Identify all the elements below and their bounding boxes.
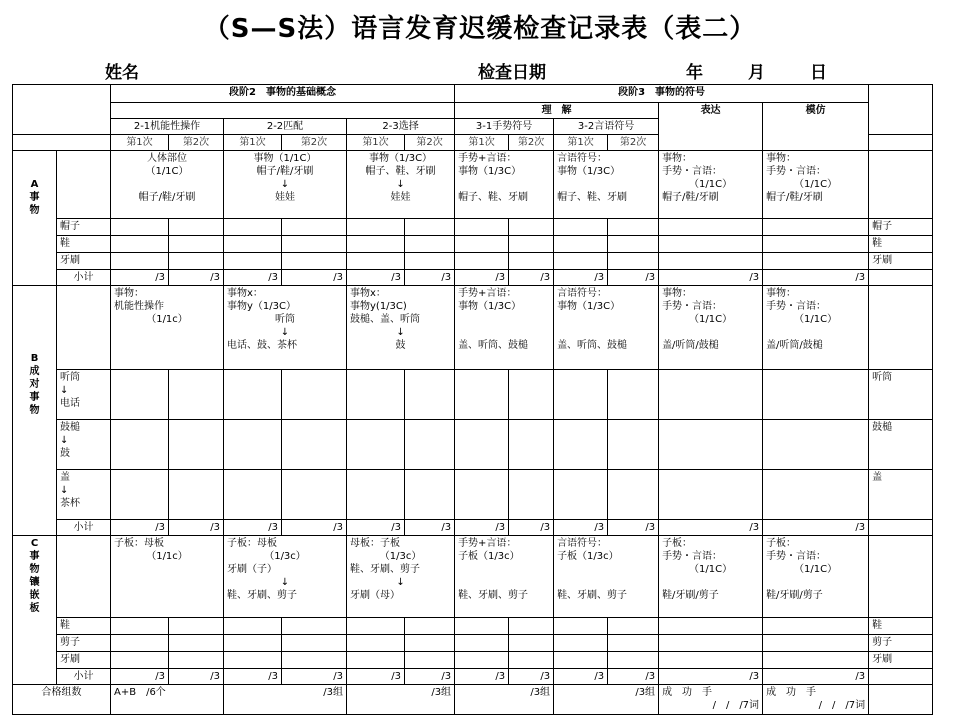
b-prompt-2-3: 事物x： 事物y(1/3C) 鼓槌、盖、听筒 ↓ 鼓 <box>347 286 455 370</box>
trial-second: 第2次 <box>405 135 455 151</box>
table-row: 盖 ↓ 茶杯 盖 <box>13 470 933 520</box>
year-label: 年 <box>686 63 703 83</box>
pass-imitate: 成 功 手 / / /7词 <box>763 685 869 715</box>
trial-first: 第1次 <box>554 135 608 151</box>
trial-first: 第1次 <box>455 135 509 151</box>
table-row: 牙刷 牙刷 <box>13 253 933 270</box>
footer-row <box>13 685 933 715</box>
stage-header-row <box>13 85 933 103</box>
b-prompt-express: 事物： 手势・言语： （1/1C） 盖/听筒/鼓槌 <box>659 286 763 370</box>
section-b-label: B 成 对 事 物 <box>13 286 57 536</box>
section-c-label: C 事 物 镶 嵌 板 <box>13 536 57 685</box>
c-prompt-3-2: 言语符号： 子板（1/3c） 鞋、牙刷、剪子 <box>554 536 659 618</box>
understand-header: 理 解 <box>455 103 659 119</box>
stage2-header: 段阶2 事物的基础概念 <box>111 85 455 103</box>
b-prompt-imitate: 事物： 手势・言语： （1/1C） 盖/听筒/鼓槌 <box>763 286 869 370</box>
stage3-header: 段阶3 事物的符号 <box>455 85 869 103</box>
c-prompt-2-1: 子板：母板 （1/1c） <box>111 536 224 618</box>
c-prompt-3-1: 手势+言语： 子板（1/3c） 鞋、牙刷、剪子 <box>455 536 554 618</box>
right-corner-cell <box>869 85 933 135</box>
table-row: 牙刷 牙刷 <box>13 652 933 669</box>
subtotal-row: 小计 /3 /3 /3 /3 /3 /3 /3 /3 /3 /3 /3 /3 <box>13 669 933 685</box>
c-prompt-imitate: 子板： 手势・言语： （1/1C） 鞋/牙刷/剪子 <box>763 536 869 618</box>
subtotal-row: 小计 /3 /3 /3 /3 /3 /3 /3 /3 /3 /3 /3 /3 <box>13 520 933 536</box>
section-b-prompt-row <box>13 286 933 370</box>
pass-3-1: /3组 <box>455 685 554 715</box>
a-prompt-2-3: 事物（1/3C） 帽子、鞋、牙刷 ↓ 娃娃 <box>347 151 455 219</box>
trial-first: 第1次 <box>347 135 405 151</box>
b-prompt-3-1: 手势+言语： 事物（1/3C） 盖、听筒、鼓槌 <box>455 286 554 370</box>
c-prompt-2-3: 母板：子板 （1/3c） 鞋、牙刷、剪子 ↓ 牙刷（母） <box>347 536 455 618</box>
trial-second: 第2次 <box>509 135 554 151</box>
a-prompt-express: 事物： 手势・言语： （1/1C） 帽子/鞋/牙刷 <box>659 151 763 219</box>
section-c-prompt-row <box>13 536 933 618</box>
pass-ab: A+B /6个 <box>111 685 224 715</box>
a-prompt-2-1: 人体部位 （1/1C） 帽子/鞋/牙刷 <box>111 151 224 219</box>
section-a-prompt-row <box>13 151 933 219</box>
c-prompt-express: 子板： 手势・言语： （1/1C） 鞋/牙刷/剪子 <box>659 536 763 618</box>
pass-express: 成 功 手 / / /7词 <box>659 685 763 715</box>
name-label: 姓名 <box>105 63 139 83</box>
a-prompt-3-2: 言语符号： 事物（1/3C） 帽子、鞋、牙刷 <box>554 151 659 219</box>
trial-second: 第2次 <box>282 135 347 151</box>
page-title: （S—S法）语言发育迟缓检查记录表（表二） <box>203 14 757 44</box>
pass-2-3: /3组 <box>347 685 455 715</box>
month-label: 月 <box>748 63 765 83</box>
header-info <box>0 58 960 82</box>
express-header: 表达 <box>659 103 763 151</box>
corner-cell <box>13 85 111 135</box>
pass-2-2: /3组 <box>224 685 347 715</box>
table-row: 帽子 帽子 <box>13 219 933 236</box>
trial-first: 第1次 <box>111 135 169 151</box>
b-prompt-2-1: 事物： 机能性操作 （1/1c） <box>111 286 224 370</box>
trial-second: 第2次 <box>169 135 224 151</box>
date-label: 检查日期 <box>478 63 546 83</box>
trial-first: 第1次 <box>224 135 282 151</box>
b-prompt-2-2: 事物x： 事物y（1/3C） 听筒 ↓ 电话、鼓、茶杯 <box>224 286 347 370</box>
a-prompt-2-2: 事物（1/1C） 帽子/鞋/牙刷 ↓ 娃娃 <box>224 151 347 219</box>
table-row: 鞋 鞋 <box>13 618 933 635</box>
subtotal-row: 小计 /3 /3 /3 /3 /3 /3 /3 /3 /3 /3 /3 /3 <box>13 270 933 286</box>
subcol-2-1: 2-1机能性操作 <box>111 119 224 135</box>
a-prompt-imitate: 事物： 手势・言语： （1/1C） 帽子/鞋/牙刷 <box>763 151 869 219</box>
table-row: 鞋 鞋 <box>13 236 933 253</box>
subcol-2-3: 2-3选择 <box>347 119 455 135</box>
stage2-blank <box>111 103 455 119</box>
sub-header-row <box>13 103 933 119</box>
b-prompt-3-2: 言语符号： 事物（1/3C） 盖、听筒、鼓槌 <box>554 286 659 370</box>
trial-second: 第2次 <box>608 135 659 151</box>
pass-3-2: /3组 <box>554 685 659 715</box>
table-row: 听筒 ↓ 电话 听筒 <box>13 370 933 420</box>
imitate-header: 模仿 <box>763 103 869 151</box>
record-table <box>12 84 933 715</box>
table-row: 鼓槌 ↓ 鼓 鼓槌 <box>13 420 933 470</box>
section-a-label: A 事 物 <box>13 151 57 286</box>
subcol-3-1: 3-1手势符号 <box>455 119 554 135</box>
subcol-3-2: 3-2言语符号 <box>554 119 659 135</box>
subcol-2-2: 2-2匹配 <box>224 119 347 135</box>
c-prompt-2-2: 子板：母板 （1/3c） 牙刷（子） ↓ 鞋、牙刷、剪子 <box>224 536 347 618</box>
day-label: 日 <box>810 63 827 83</box>
a-prompt-3-1: 手势+言语： 事物（1/3C） 帽子、鞋、牙刷 <box>455 151 554 219</box>
table-row: 剪子 剪子 <box>13 635 933 652</box>
pass-count-label: 合格组数 <box>13 685 111 715</box>
